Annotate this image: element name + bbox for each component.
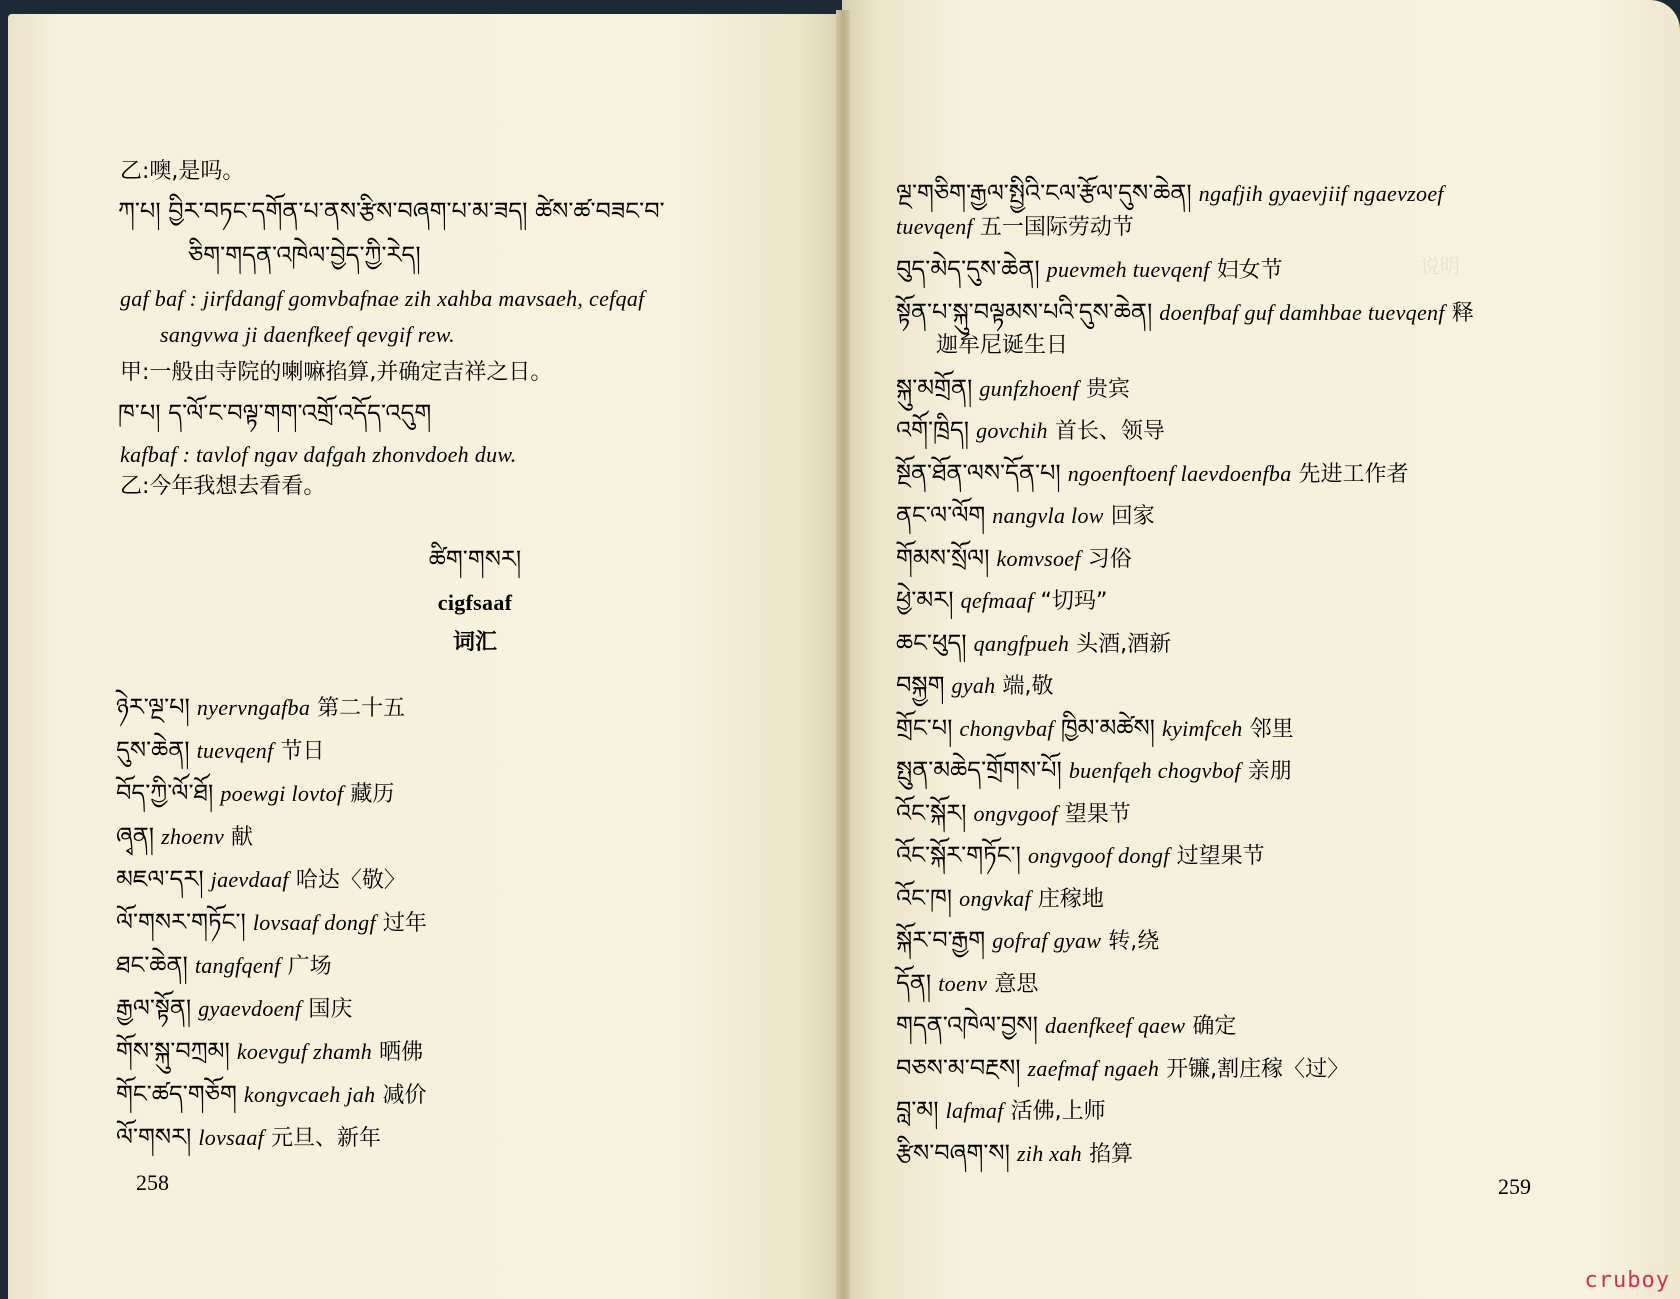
vocab-chinese: 妇女节 bbox=[1216, 258, 1283, 283]
vocab-tibetan: ལྔ་གཅིག་རྒྱལ་སྤྱིའི་ངལ་རྩོལ་དུས་ཆེན། bbox=[896, 179, 1192, 207]
vocab-tibetan: འགོ་ཁྲིད། bbox=[896, 416, 970, 444]
vocab-romanization: gofraf gyaw bbox=[992, 928, 1102, 953]
vocab-entry bbox=[896, 1010, 1236, 1042]
vocab-chinese: 亲朋 bbox=[1247, 759, 1292, 784]
vocab-tibetan: རྩིས་བཞག་ས། bbox=[896, 1138, 1010, 1167]
vocab-tibetan: ཉེར་ལྔ་པ། bbox=[116, 693, 190, 721]
vocab-chinese: 贵宾 bbox=[1085, 376, 1130, 402]
vocab-romanization: qangfpueh bbox=[973, 630, 1070, 656]
vocab-entry bbox=[896, 670, 1053, 702]
vocab-romanization: lovsaaf dongf bbox=[252, 910, 376, 935]
vocab-tibetan: སྐོར་བ་རྒྱག bbox=[896, 926, 986, 954]
vocab-entry bbox=[896, 798, 1131, 830]
dialogue-romanization-cont: sangvwa ji daenfkeef qevgif rew. bbox=[160, 322, 455, 347]
vocab-entry bbox=[896, 1138, 1133, 1170]
vocab-entry-cont: 迦牟尼诞生日 bbox=[936, 332, 1069, 358]
vocab-tibetan: འོང་སྐོར་གཏོང་། bbox=[896, 841, 1021, 869]
vocab-entry bbox=[896, 254, 1283, 286]
vocab-romanization: ongvkaf bbox=[959, 885, 1031, 911]
vocab-romanization: komvsoef bbox=[996, 545, 1081, 571]
dialogue-line: 乙:噢,是吗。 bbox=[120, 159, 245, 184]
vocab-chinese: 首长、领导 bbox=[1054, 419, 1165, 444]
vocab-chinese: 哈达〈敬〉 bbox=[295, 868, 406, 893]
vocab-chinese: 意思 bbox=[994, 971, 1039, 997]
bleed-through: 说明 bbox=[1420, 254, 1460, 278]
vocab-chinese: 献 bbox=[231, 825, 254, 850]
vocab-chinese: 过望果节 bbox=[1176, 844, 1265, 869]
vocab-entry bbox=[116, 950, 332, 982]
dialogue-romanization: gaf baf : jirfdangf gomvbafnae zih xahba mavsaeh, cefqaf bbox=[120, 286, 645, 311]
vocab-romanization: zhoenv bbox=[161, 824, 225, 849]
vocab-romanization: gyaevdoenf bbox=[198, 996, 302, 1021]
vocab-tibetan: ལོ་གསར་གཏོང་། bbox=[116, 908, 246, 936]
vocab-chinese: 头酒,酒新 bbox=[1076, 631, 1172, 657]
vocab-entry bbox=[896, 713, 1294, 745]
vocab-entry bbox=[896, 1095, 1106, 1127]
vocab-heading-chinese: 词汇 bbox=[452, 630, 497, 655]
vocab-romanization: lovsaaf bbox=[198, 1125, 265, 1150]
vocab-entry bbox=[896, 297, 1474, 329]
vocab-chinese: 五一国际劳动节 bbox=[979, 215, 1134, 240]
vocab-entry bbox=[896, 585, 1107, 617]
vocab-tibetan: བོད་ཀྱི་ལོ་ཐོ། bbox=[116, 779, 214, 807]
vocab-entry bbox=[116, 993, 352, 1025]
vocab-tibetan: གྲོང་པ། bbox=[896, 713, 953, 742]
vocab-chinese: 开镰,割庄稼〈过〉 bbox=[1166, 1056, 1350, 1082]
vocab-tibetan: ནང་ལ་ལོག bbox=[896, 501, 986, 529]
vocab-romanization: tuevqenf bbox=[196, 738, 274, 763]
dialogue-line: 甲:一般由寺院的喇嘛掐算,并确定吉祥之日。 bbox=[120, 360, 553, 385]
page-number-left: 258 bbox=[136, 1170, 169, 1195]
vocab-entry bbox=[116, 907, 427, 939]
vocab-chinese: 第二十五 bbox=[317, 696, 406, 721]
book-gutter bbox=[836, 10, 850, 1299]
vocab-romanization: ongvgoof dongf bbox=[1027, 843, 1170, 868]
vocab-chinese: 掐算 bbox=[1088, 1141, 1133, 1167]
vocab-entry bbox=[896, 1053, 1349, 1085]
vocab-entry bbox=[896, 415, 1165, 447]
vocab-tibetan: སྐུ་མགྲོན། bbox=[896, 373, 973, 402]
vocab-entry bbox=[896, 458, 1409, 490]
vocab-tibetan: ཕྱེ་མར། bbox=[896, 586, 954, 614]
vocab-tibetan: གོམས་སྲོལ། bbox=[896, 543, 990, 572]
vocab-chinese: 望果节 bbox=[1064, 801, 1131, 827]
vocab-entry bbox=[896, 840, 1265, 872]
vocab-tibetan: གདན་འཁེལ་བྱས། bbox=[896, 1011, 1038, 1039]
vocab-tibetan: དོན། bbox=[896, 968, 932, 997]
vocab-romanization: kyimfceh bbox=[1162, 715, 1243, 741]
vocab-entry bbox=[116, 1036, 423, 1068]
vocab-romanization: nyervngafba bbox=[196, 695, 311, 720]
vocab-tibetan: མཇལ་དར། bbox=[116, 865, 204, 893]
vocab-chinese: “切玛” bbox=[1040, 589, 1108, 614]
vocab-romanization: ngoenftoenf laevdoenfba bbox=[1067, 460, 1292, 486]
vocab-entry bbox=[896, 883, 1104, 915]
vocab-tibetan: རྒྱལ་སྟོན། bbox=[116, 994, 192, 1022]
vocab-entry bbox=[896, 500, 1155, 532]
watermark: cruboy bbox=[1584, 1268, 1670, 1293]
vocab-heading-romanization: cigfsaaf bbox=[437, 590, 513, 615]
vocab-romanization: govchih bbox=[976, 418, 1048, 443]
vocab-tibetan: ཐང་ཆེན། bbox=[116, 951, 188, 979]
vocab-tibetan: སྤུན་མཆེད་གྲོགས་པོ། bbox=[896, 756, 1062, 784]
vocab-entry bbox=[116, 692, 405, 724]
vocab-tibetan: ཆང་ཕུད། bbox=[896, 628, 967, 657]
vocab-romanization: lafmaf bbox=[945, 1098, 1004, 1123]
vocab-tibetan: བུད་མེད་དུས་ཆེན། bbox=[896, 255, 1040, 283]
vocab-romanization: tangfqenf bbox=[194, 953, 281, 978]
vocab-romanization: ngafjih gyaevjiif ngaevzoef bbox=[1198, 181, 1444, 206]
vocab-chinese: 减价 bbox=[382, 1083, 427, 1108]
vocab-tibetan: གོང་ཚད་གཅོག bbox=[116, 1080, 237, 1108]
dialogue-tibetan-cont: ཅིག་གདན་འཁེལ་བྱེད་ཀྱི་རེད། bbox=[188, 241, 421, 269]
vocab-entry bbox=[896, 755, 1292, 787]
vocab-chinese: 端,敬 bbox=[1002, 674, 1054, 699]
vocab-tibetan: ཁྱིམ་མཚེས། bbox=[1060, 713, 1155, 742]
vocab-romanization: qefmaaf bbox=[960, 588, 1034, 613]
vocab-entry bbox=[116, 778, 394, 810]
vocab-chinese: 节日 bbox=[280, 739, 325, 764]
vocab-chinese: 邻里 bbox=[1249, 716, 1294, 742]
vocab-chinese: 藏历 bbox=[350, 782, 395, 807]
dialogue-tibetan: ཀ་པ། བྱིར་བཏང་དགོན་པ་ནས་རྩིས་བཞག་པ་མ་ཟད། ཚེས་ཚ་བཟང་བ་ bbox=[118, 197, 665, 225]
vocab-chinese: 国庆 bbox=[308, 997, 353, 1022]
vocab-heading-tibetan: ཚིག་གསར། bbox=[428, 545, 522, 573]
vocab-tibetan: འོང་ཁ། bbox=[896, 883, 953, 912]
vocab-tibetan: ཞྭན། bbox=[116, 822, 155, 850]
vocab-romanization: poewgi lovtof bbox=[220, 781, 344, 806]
vocab-chinese: 广场 bbox=[287, 954, 332, 979]
vocab-tibetan: ལོ་གསར། bbox=[116, 1123, 192, 1151]
vocab-chinese: 庄稼地 bbox=[1037, 886, 1104, 912]
vocab-entry bbox=[896, 925, 1159, 957]
vocab-tibetan: གོས་སྐུ་བཀྲམ། bbox=[116, 1037, 230, 1065]
vocab-romanization: kongvcaeh jah bbox=[243, 1082, 376, 1107]
vocab-romanization: zih xah bbox=[1016, 1140, 1082, 1166]
vocab-tibetan: བསྐྱག bbox=[896, 671, 945, 699]
vocab-entry bbox=[116, 864, 406, 896]
vocab-entry bbox=[896, 543, 1132, 575]
vocab-tibetan: སྟོན་པ་སྐུ་བལྟམས་པའི་དུས་ཆེན། bbox=[896, 297, 1153, 326]
vocab-romanization: doenfbaf guf damhbae tuevqenf bbox=[1159, 299, 1445, 325]
vocab-entry bbox=[116, 735, 325, 767]
vocab-romanization: gunfzhoenf bbox=[979, 375, 1079, 401]
vocab-entry bbox=[116, 1079, 426, 1111]
vocab-romanization: gyah bbox=[951, 673, 996, 698]
vocab-entry bbox=[896, 628, 1171, 660]
vocab-romanization: chongvbaf bbox=[959, 715, 1054, 741]
vocab-chinese: 晒佛 bbox=[379, 1040, 424, 1065]
vocab-entry bbox=[116, 1122, 381, 1154]
vocab-entry bbox=[116, 821, 253, 853]
vocab-romanization: tuevqenf bbox=[896, 214, 973, 239]
page-number-right: 259 bbox=[1498, 1174, 1531, 1199]
vocab-chinese: 确定 bbox=[1192, 1014, 1237, 1039]
vocab-chinese: 元旦、新年 bbox=[271, 1126, 382, 1151]
vocab-romanization: puevmeh tuevqenf bbox=[1046, 257, 1210, 282]
vocab-chinese: 过年 bbox=[382, 911, 427, 936]
vocab-tibetan: བཅས་མ་བརྔས། bbox=[896, 1053, 1021, 1082]
vocab-entry bbox=[896, 178, 1444, 210]
vocab-chinese: 活佛,上师 bbox=[1010, 1099, 1106, 1124]
vocab-romanization: buenfqeh chogvbof bbox=[1068, 758, 1241, 783]
vocab-romanization: daenfkeef qaew bbox=[1044, 1013, 1186, 1038]
vocab-tibetan: དུས་ཆེན། bbox=[116, 736, 190, 764]
vocab-entry bbox=[896, 373, 1130, 405]
vocab-chinese: 习俗 bbox=[1087, 546, 1132, 572]
vocab-tibetan: བླ་མ། bbox=[896, 1096, 939, 1124]
vocab-tibetan: སྔོན་ཐོན་ལས་དོན་པ། bbox=[896, 458, 1061, 487]
vocab-chinese: 先进工作者 bbox=[1298, 461, 1409, 487]
vocab-entry-cont bbox=[896, 212, 1134, 243]
vocab-romanization: zaefmaf ngaeh bbox=[1027, 1055, 1160, 1081]
dialogue-tibetan: ཁ་པ། ད་ལོ་ང་བལྟ་གག་འགྲོ་འདོད་འདུག bbox=[118, 399, 432, 427]
vocab-chinese: 释 bbox=[1451, 300, 1474, 326]
dialogue-line: 乙:今年我想去看看。 bbox=[120, 474, 326, 499]
vocab-romanization: nangvla low bbox=[992, 503, 1104, 528]
vocab-romanization: koevguf zhamh bbox=[236, 1039, 373, 1064]
vocab-chinese: 转,绕 bbox=[1108, 929, 1160, 954]
vocab-romanization: ongvgoof bbox=[973, 800, 1058, 826]
dialogue-romanization: kafbaf : tavlof ngav dafgah zhonvdoeh duw. bbox=[120, 442, 517, 467]
vocab-chinese: 回家 bbox=[1110, 504, 1155, 529]
vocab-romanization: toenv bbox=[938, 970, 988, 996]
vocab-tibetan: འོང་སྐོར། bbox=[896, 798, 967, 827]
vocab-romanization: jaevdaaf bbox=[210, 867, 289, 892]
vocab-entry bbox=[896, 968, 1038, 1000]
